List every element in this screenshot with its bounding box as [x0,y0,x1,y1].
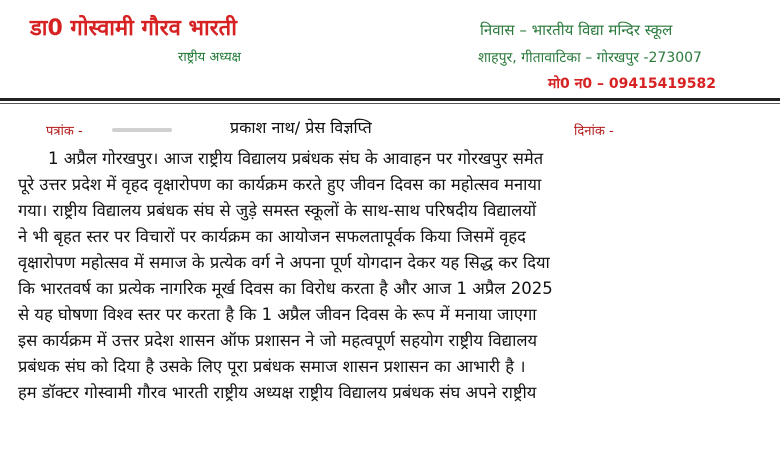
body-line: ने भी बृहत स्तर पर विचारों पर कार्यक्रम का आयोजन सफलतापूर्वक किया जिसमें वृहद [18,227,526,246]
letterhead [0,0,780,100]
dinank-label: दिनांक - [574,124,614,139]
reference-row [0,116,780,140]
redacted-mark [112,128,172,132]
letterhead-address-line1: निवास – भारतीय विद्या मन्दिर स्कूल [480,21,673,39]
letterhead-role: राष्ट्रीय अध्यक्ष [178,50,241,65]
letterhead-rule-thick [0,98,780,101]
body-line: इस कार्यक्रम में उत्तर प्रदेश शासन ऑफ प्रशासन ने जो महत्वपूर्ण सहयोग राष्ट्रीय विद्यालय [18,331,538,350]
body-line: प्रबंधक संघ को दिया है उसके लिए पूरा प्रबंधक समाज शासन प्रशासन का आभारी है । [18,357,526,376]
letterhead-rule-thin [0,103,780,104]
press-release-headline: प्रकाश नाथ/ प्रेस विज्ञप्ति [230,118,372,137]
letterhead-name: डा0 गोस्वामी गौरव भारती [30,16,237,41]
body-line: पूरे उत्तर प्रदेश में वृहद वृक्षारोपण का कार्यक्रम करते हुए जीवन दिवस का महोत्सव मनाया [18,175,542,194]
body-line: कि भारतवर्ष का प्रत्येक नागरिक मूर्ख दिवस का विरोध करता है और आज 1 अप्रैल 2025 [18,279,553,298]
press-release-body [18,146,773,406]
letterhead-phone: मो0 न0 – 09415419582 [548,76,717,92]
letterhead-address-line2: शाहपुर, गीतावाटिका – गोरखपुर -273007 [478,50,702,66]
body-line: हम डॉक्टर गोस्वामी गौरव भारती राष्ट्रीय अध्यक्ष राष्ट्रीय विद्यालय प्रबंधक संघ अपने राष्ट्रीय [18,383,537,402]
body-line: गया। राष्ट्रीय विद्यालय प्रबंधक संघ से जुड़े समस्त स्कूलों के साथ-साथ परिषदीय विद्यालयों [18,201,537,220]
patrank-label: पत्रांक - [46,124,83,139]
body-line: वृक्षारोपण महोत्सव में समाज के प्रत्येक वर्ग ने अपना पूर्ण योगदान देकर यह सिद्ध कर दिया [18,253,550,272]
body-line: 1 अप्रैल गोरखपुर। आज राष्ट्रीय विद्यालय प्रबंधक संघ के आवाहन पर गोरखपुर समेत [48,149,544,168]
body-line: से यह घोषणा विश्व स्तर पर करता है कि 1 अप्रैल जीवन दिवस के रूप में मनाया जाएगा [18,305,537,324]
